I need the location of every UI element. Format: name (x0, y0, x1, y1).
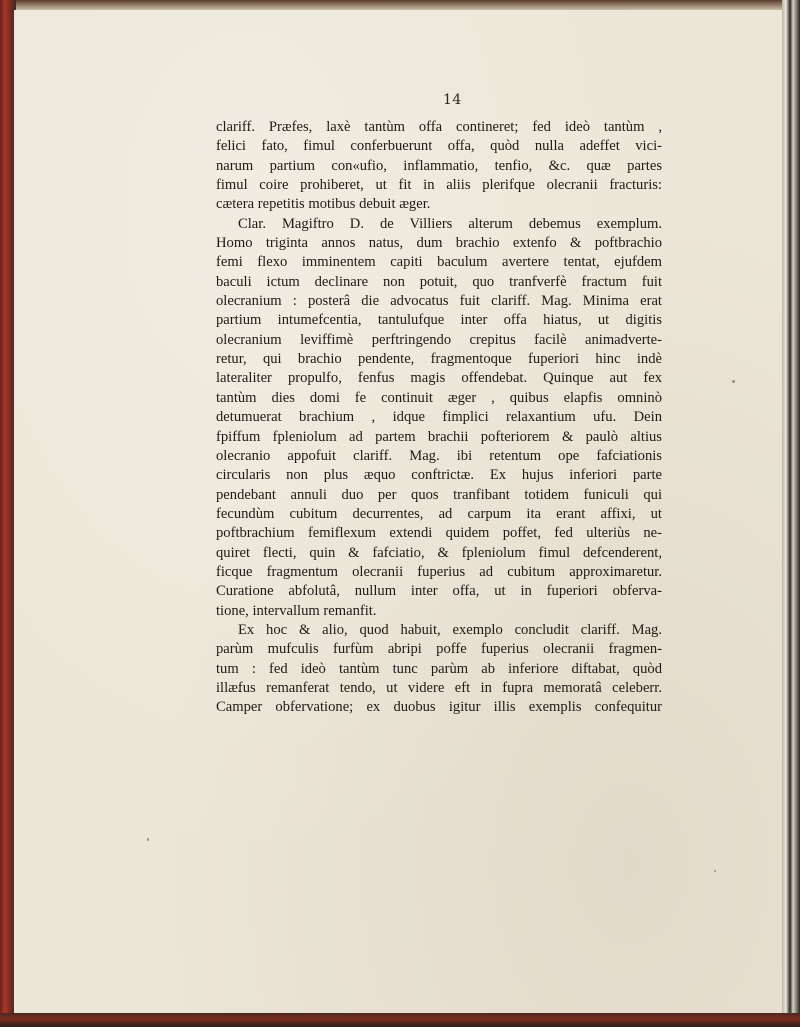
text-line: Homo triginta annos natus, dum brachio extenfo & poftbrachio (216, 235, 662, 252)
text-line: tantùm dies domi fe continuit æger , quibus elapfis omninò (216, 389, 662, 406)
book-top-edge (0, 0, 800, 10)
text-line: olecranium leviffimè perftringendo crepitus facilè animadverte- (216, 331, 662, 348)
text-line: retur, qui brachio pendente, fragmentoque fuperiori hinc indè (216, 351, 662, 368)
text-line: quiret flecti, quin & fafciatio, & fpleniolum fimul defcenderent, (216, 544, 662, 561)
text-line: felici fato, fimul conferbuerunt offa, quòd nulla adeffet vici- (216, 138, 662, 155)
text-line: femi flexo imminentem capiti baculum avertere tentat, ejufdem (216, 254, 662, 271)
text-line: fpiffum fpleniolum ad partem brachii pofteriorem & paulò altius (216, 428, 662, 445)
text-line: illæfus remanferat tendo, ut videre eft in fupra memoratâ celeberr. (216, 679, 662, 696)
book-bottom-edge (0, 1013, 800, 1027)
page-number: 14 (443, 92, 462, 108)
latin-text-block (216, 118, 662, 718)
text-line: tione, intervallum remanfit. (216, 602, 377, 619)
text-line: Clar. Magiftro D. de Villiers alterum debemus exemplum. (238, 215, 662, 232)
text-line: baculi ictum declinare non potuit, quo tranfverfè fractum fuit (216, 273, 662, 290)
text-line: tum : fed ideò tantùm tunc parùm ab inferiore diftabat, quòd (216, 660, 662, 677)
text-line: pendebant annuli duo per quos tranfibant totidem funiculi qui (216, 486, 662, 503)
text-line: Ex hoc & alio, quod habuit, exemplo concludit clariff. Mag. (238, 621, 662, 638)
text-line: parùm mufculis furfùm abripi poffe fuperius olecranii fragmen- (216, 641, 662, 658)
text-line: lateraliter propulfo, fenfus magis offendebat. Quinque aut fex (216, 370, 662, 387)
text-line: ficque fragmentum olecranii fuperius ad cubitum approximaretur. (216, 563, 662, 580)
text-line: detumuerat brachium , idque fimplici relaxantium ufu. Dein (216, 409, 662, 426)
text-line: fimul coire prohiberet, ut fit in aliis plerifque olecranii fracturis: (216, 177, 662, 194)
text-line: Camper obfervatione; ex duobus igitur illis exemplis confequitur (216, 699, 662, 716)
text-line: clariff. Præfes, laxè tantùm offa contineret; fed ideò tantùm , (216, 119, 662, 135)
text-line: olecranio appofuit clariff. Mag. ibi retentum ope fafciationis (216, 447, 662, 464)
text-line: Curatione abfolutâ, nullum inter offa, ut in fuperiori obferva- (216, 583, 662, 600)
text-line: cætera repetitis motibus debuit æger. (216, 196, 431, 213)
text-line: olecranium : posterâ die advocatus fuit clariff. Mag. Minima erat (216, 293, 662, 310)
text-line: narum partium con«ufio, inflammatio, tenfio, &c. quæ partes (216, 157, 662, 174)
text-line: partium intumefcentia, tantulufque inter offa hiatus, ut digitis (216, 312, 662, 329)
text-line: poftbrachium femiflexum extendi quidem poffet, fed ulteriùs ne- (216, 525, 662, 542)
text-line: circularis non plus æquo conftrictæ. Ex hujus inferiori parte (216, 467, 662, 484)
text-line: fecundùm cubitum decurrentes, ad carpum ita erant affixi, ut (216, 505, 662, 522)
book-fore-edge (782, 0, 800, 1027)
